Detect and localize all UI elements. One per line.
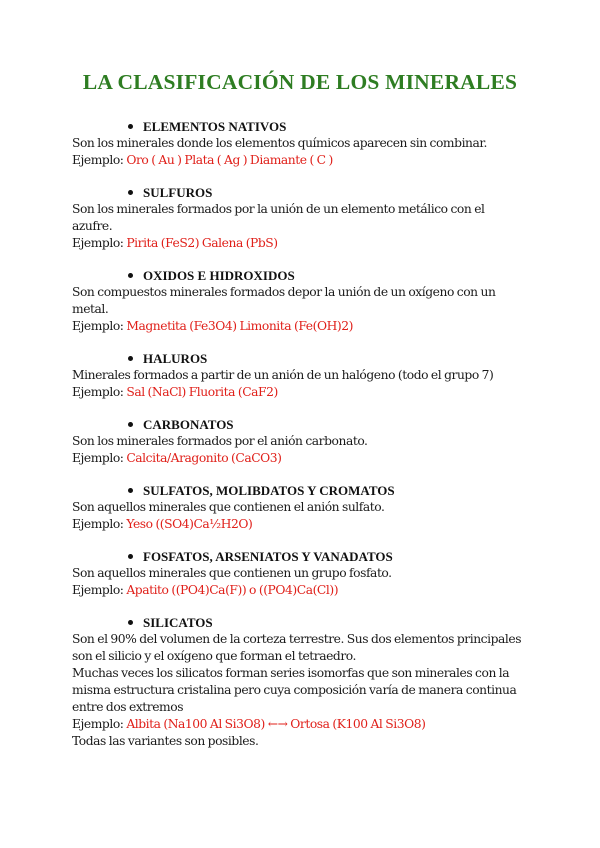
section-example — [72, 318, 532, 335]
bullet-icon — [128, 356, 133, 361]
section-example — [72, 450, 532, 467]
example-label: Ejemplo: — [72, 153, 127, 167]
section-heading-text: SULFUROS — [143, 185, 213, 200]
example-value: Calcita/Aragonito (CaCO3) — [126, 451, 282, 465]
section-description: entre dos extremos — [72, 700, 184, 714]
section-description: son el silicio y el oxígeno que forman el tetraedro. — [72, 649, 356, 663]
bullet-icon — [128, 190, 133, 195]
section-heading — [72, 548, 532, 565]
bullet-icon — [128, 488, 133, 493]
document-body — [72, 118, 532, 765]
example-value: Pirita (FeS2) Galena (PbS) — [126, 236, 278, 250]
example-label: Ejemplo: — [72, 451, 127, 465]
section-description: metal. — [72, 302, 109, 316]
section-heading-text: SILICATOS — [143, 615, 213, 630]
example-label: Ejemplo: — [72, 319, 127, 333]
section-sulfuros — [72, 184, 532, 252]
section-description: misma estructura cristalina pero cuya composición varía de manera continua — [72, 683, 517, 697]
section-note: Todas las variantes son posibles. — [72, 734, 259, 748]
section-heading — [72, 350, 532, 367]
section-description: Son el 90% del volumen de la corteza terrestre. Sus dos elementos principales — [72, 632, 522, 646]
section-heading — [72, 118, 532, 135]
section-heading-text: OXIDOS E HIDROXIDOS — [143, 268, 295, 283]
section-example — [72, 152, 532, 169]
section-description: Son compuestos minerales formados depor la unión de un oxígeno con un — [72, 285, 496, 299]
section-elementos-nativos — [72, 118, 532, 169]
section-heading — [72, 416, 532, 433]
section-haluros — [72, 350, 532, 401]
bullet-icon — [128, 554, 133, 559]
example-label: Ejemplo: — [72, 583, 127, 597]
example-label: Ejemplo: — [72, 236, 127, 250]
bullet-icon — [128, 273, 133, 278]
example-value: Albita (Na100 Al Si3O8) ←→ Ortosa (K100 Al Si3O8) — [126, 717, 426, 731]
section-heading-text: HALUROS — [143, 351, 208, 366]
section-example — [72, 516, 532, 533]
section-heading-text: ELEMENTOS NATIVOS — [143, 119, 287, 134]
page-title: LA CLASIFICACIÓN DE LOS MINERALES — [82, 70, 518, 94]
bullet-icon — [128, 422, 133, 427]
example-value: Apatito ((PO4)Ca(F)) o ((PO4)Ca(Cl)) — [126, 583, 339, 597]
section-carbonatos — [72, 416, 532, 467]
section-description: Muchas veces los silicatos forman series isomorfas que son minerales con la — [72, 666, 510, 680]
example-value: Yeso ((SO4)Ca½H2O) — [126, 517, 253, 531]
example-value: Magnetita (Fe3O4) Limonita (Fe(OH)2) — [126, 319, 353, 333]
section-description: azufre. — [72, 219, 113, 233]
section-heading — [72, 184, 532, 201]
section-example — [72, 235, 532, 252]
section-oxidos-hidroxidos — [72, 267, 532, 335]
section-sulfatos — [72, 482, 532, 533]
section-example — [72, 384, 532, 401]
section-heading — [72, 267, 532, 284]
section-description: Son los minerales formados por el anión carbonato. — [72, 434, 368, 448]
bullet-icon — [128, 124, 133, 129]
section-heading — [72, 614, 532, 631]
section-heading-text: CARBONATOS — [143, 417, 234, 432]
section-description: Son los minerales donde los elementos químicos aparecen sin combinar. — [72, 136, 487, 150]
example-value: Sal (NaCl) Fluorita (CaF2) — [126, 385, 278, 399]
section-heading — [72, 482, 532, 499]
example-label: Ejemplo: — [72, 385, 127, 399]
section-example — [72, 582, 532, 599]
example-label: Ejemplo: — [72, 517, 127, 531]
section-heading-text: SULFATOS, MOLIBDATOS Y CROMATOS — [143, 483, 395, 498]
section-description: Minerales formados a partir de un anión de un halógeno (todo el grupo 7) — [72, 368, 494, 382]
section-description: Son aquellos minerales que contienen un grupo fosfato. — [72, 566, 392, 580]
section-silicatos — [72, 614, 532, 750]
example-value: Oro ( Au ) Plata ( Ag ) Diamante ( C ) — [126, 153, 333, 167]
section-heading-text: FOSFATOS, ARSENIATOS Y VANADATOS — [143, 549, 393, 564]
section-example — [72, 716, 532, 733]
section-description: Son los minerales formados por la unión de un elemento metálico con el — [72, 202, 485, 216]
section-fosfatos — [72, 548, 532, 599]
section-description: Son aquellos minerales que contienen el anión sulfato. — [72, 500, 385, 514]
example-label: Ejemplo: — [72, 717, 127, 731]
bullet-icon — [128, 620, 133, 625]
